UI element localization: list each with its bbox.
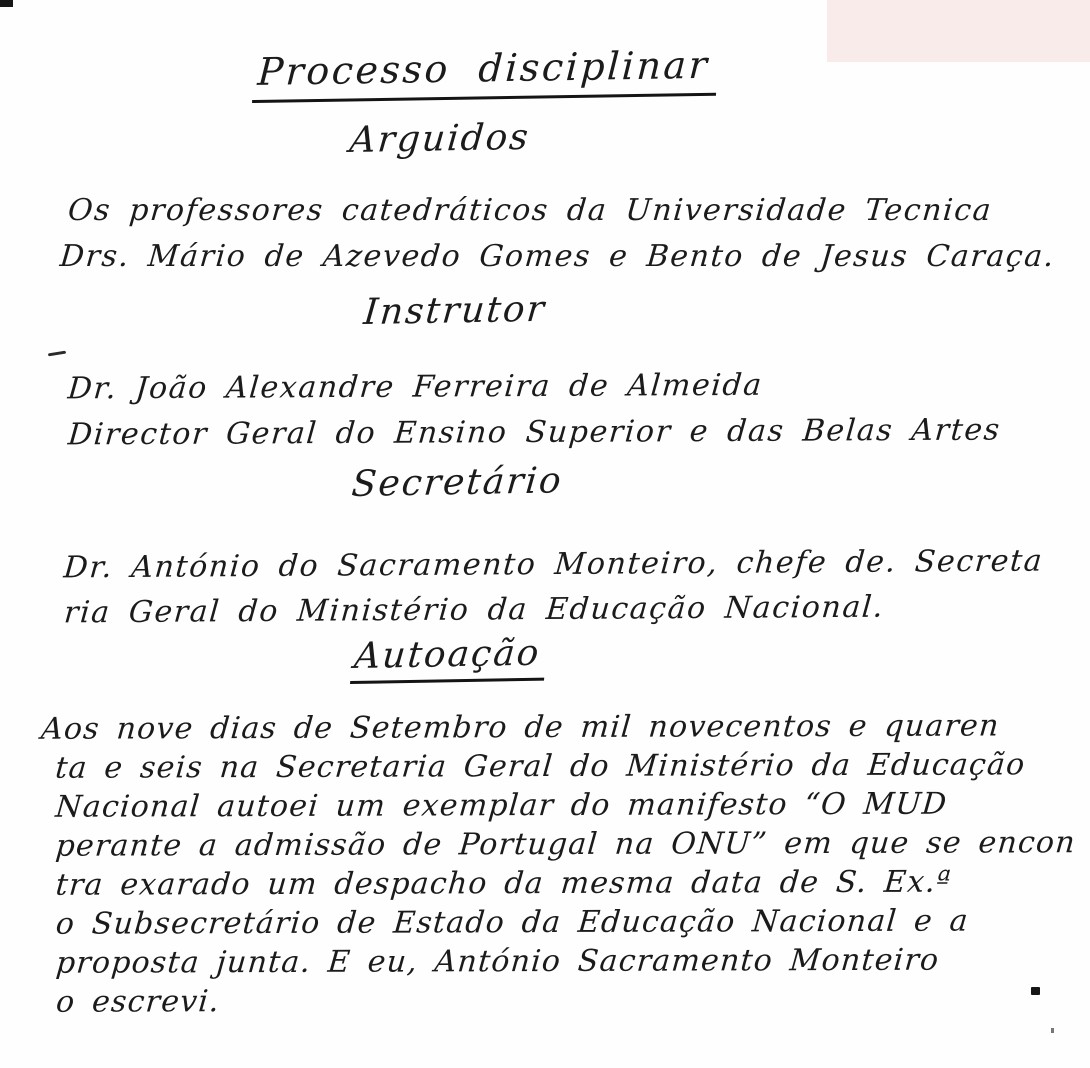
text-line: ta e seis na Secretaria Geral do Ministério da Educação [53,747,1027,786]
section-heading-arguidos: Arguidos [348,116,532,161]
text-line: Aos nove dias de Setembro de mil novecentos e quaren [39,708,1001,747]
section-heading-instrutor: Instrutor [362,288,548,333]
text-line: Dr. João Alexandre Ferreira de Almeida [66,367,765,407]
section-heading-autoacao: Autoação [350,633,548,684]
text-line: tra exarado um despacho da mesma data de S. Ex.ª [54,864,954,903]
text-line: Os professores catedráticos da Universidade Tecnica [66,193,994,228]
text-line: proposta junta. E eu, António Sacramento Monteiro [54,942,941,981]
text-line: o escrevi. [54,984,222,1020]
document-title: Processo disciplinar [252,43,719,103]
text-line: ria Geral do Ministério da Educação Nacional. [62,589,886,631]
margin-dash-mark [48,351,66,357]
text-line: Nacional autoei um exemplar do manifesto “O MUD [54,786,949,825]
scan-speck-right-margin [1051,1028,1054,1033]
text-line: Dr. António do Sacramento Monteiro, chefe de. Secreta [62,543,1045,586]
section-body-instrutor [66,362,1003,459]
scan-artifact-top-right [827,0,1090,62]
section-body-arguidos [58,188,1057,280]
text-line: Director Geral do Ensino Superior e das Belas Artes [66,412,1003,453]
section-heading-secretario: Secretário [350,460,565,505]
text-line: Drs. Mário de Azevedo Gomes e Bento de Jesus Caraça. [58,239,1057,274]
scan-speck-top-left [0,0,13,7]
text-line: o Subsecretário de Estado da Educação Nacional e a [54,903,971,942]
text-line: perante a admissão de Portugal na ONU” em que se encon [54,825,1078,864]
section-body-autoacao [39,706,1078,1022]
section-body-secretario [62,539,1045,636]
